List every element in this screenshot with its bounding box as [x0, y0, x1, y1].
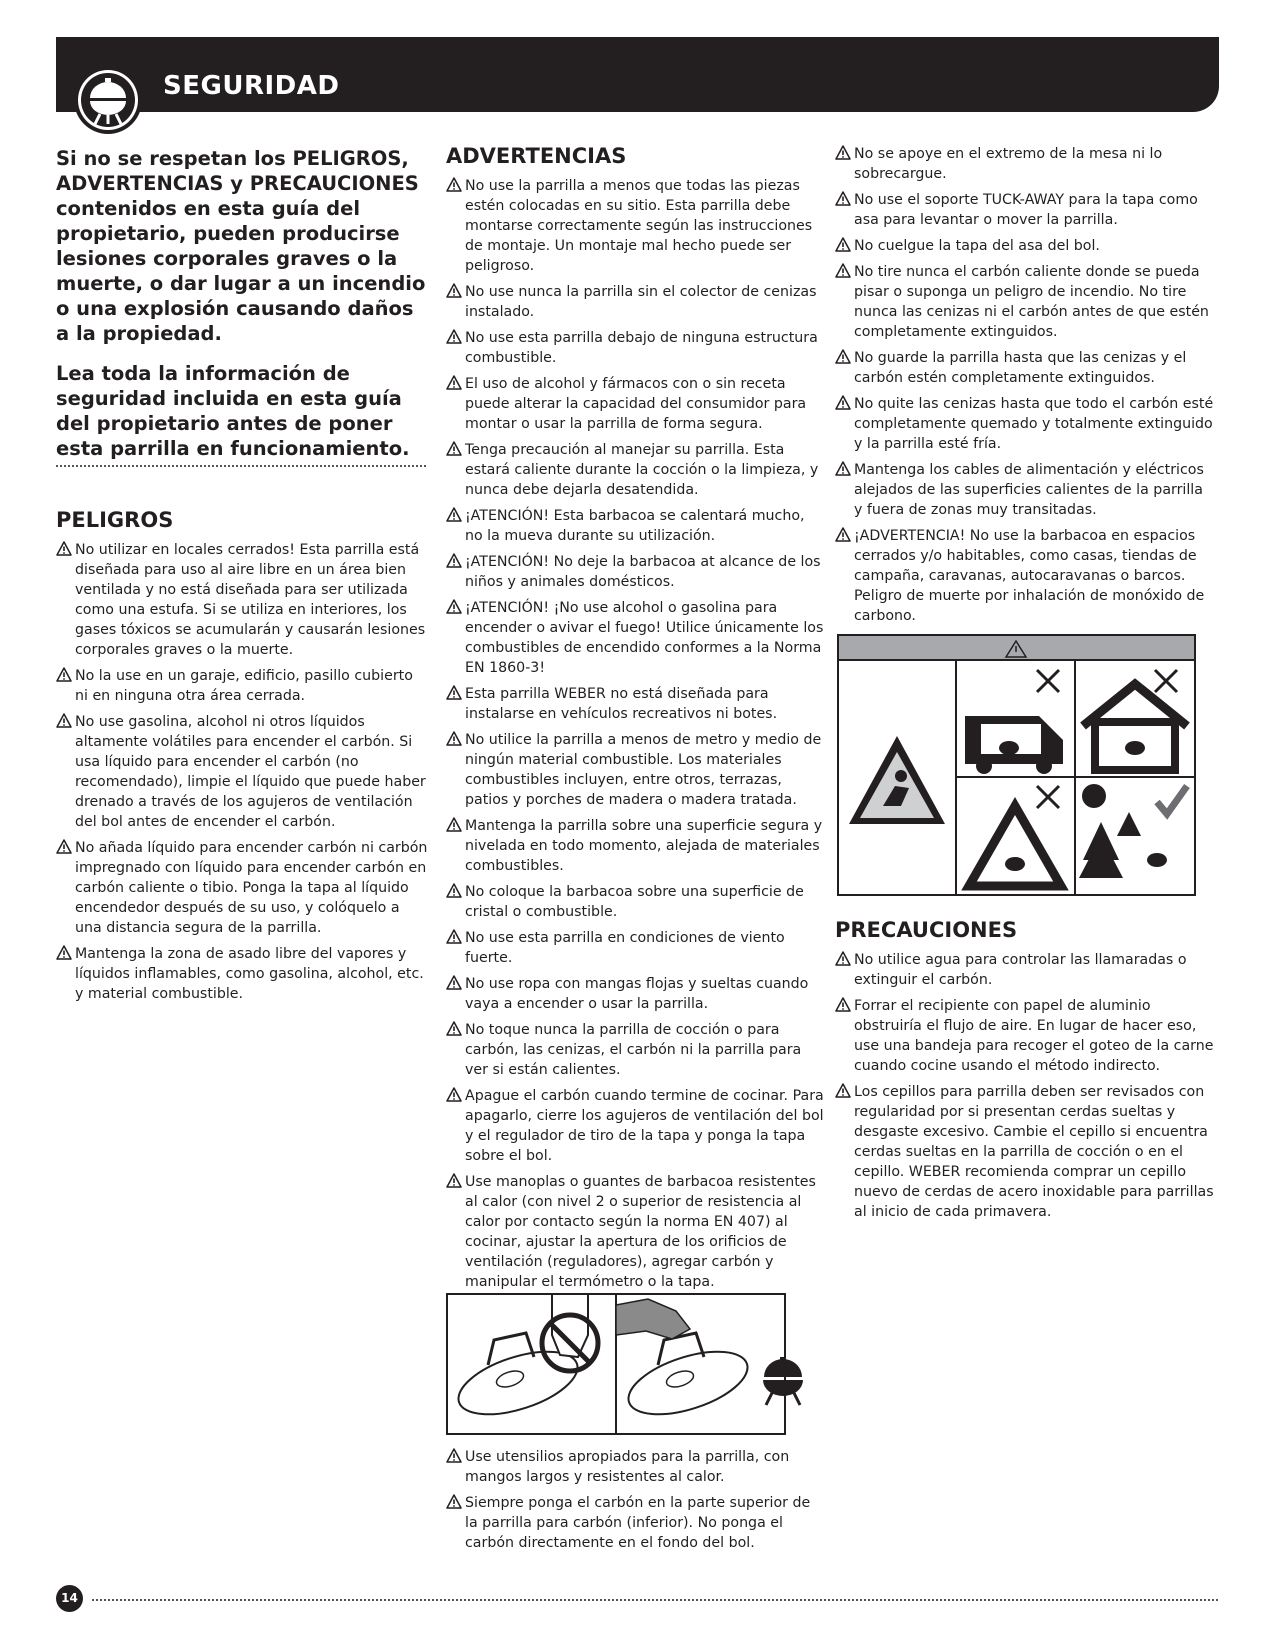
warning-icon [835, 237, 851, 252]
list-item: No la use en un garaje, edificio, pasillo cubierto ni en ninguna otra área cerrada. [56, 666, 430, 706]
list-item: Forrar el recipiente con papel de aluminio obstruiría el flujo de aire. En lugar de hacer eso, use una bandeja para recoger el goteo de la carne cuando cocine usando el método indirecto. [835, 996, 1215, 1076]
warning-icon [446, 1173, 462, 1188]
list-item: El uso de alcohol y fármacos con o sin receta puede alterar la capacidad del consumidor para montar o usar la parrilla de forma segura. [446, 374, 824, 434]
list-item: ¡ATENCIÓN! Esta barbacoa se calentará mucho, no la mueva durante su utilización. [446, 506, 824, 546]
footer-divider [92, 1599, 1218, 1601]
precauciones-list [835, 950, 1215, 1228]
list-item: ¡ATENCIÓN! No deje la barbacoa at alcance de los niños y animales domésticos. [446, 552, 824, 592]
warning-icon [835, 349, 851, 364]
warning-icon [56, 667, 72, 682]
list-item: No guarde la parrilla hasta que las cenizas y el carbón estén completamente extinguidos. [835, 348, 1215, 388]
warning-icon [446, 177, 462, 192]
warning-icon [446, 883, 462, 898]
list-item: Use manoplas o guantes de barbacoa resistentes al calor (con nivel 2 o superior de resistencia al calor por contacto según la norma EN 407) al cocinar, ajustar la apertura de los orificios de ventilación (reguladores), agregar carbón y manipular el termómetro o la tapa. [446, 1172, 824, 1292]
warning-icon [446, 1448, 462, 1463]
list-item: No tire nunca el carbón caliente donde se pueda pisar o suponga un peligro de incendio. No tire nunca las cenizas ni el carbón antes de que estén completamente extinguidos. [835, 262, 1215, 342]
intro-paragraph-2: Lea toda la información de seguridad incluida en esta guía del propietario antes de poner esta parrilla en funcionamiento. [56, 362, 410, 460]
peligros-heading: PELIGROS [56, 508, 174, 532]
warning-icon [835, 461, 851, 476]
advertencias-heading: ADVERTENCIAS [446, 144, 627, 168]
list-item: No toque nunca la parrilla de cocción o para carbón, las cenizas, el carbón ni la parrilla para ver si están calientes. [446, 1020, 824, 1080]
warning-icon [446, 599, 462, 614]
warning-icon [446, 1021, 462, 1036]
warning-icon [835, 191, 851, 206]
warning-icon [446, 929, 462, 944]
advertencias-list [446, 176, 824, 1298]
warning-icon [446, 1087, 462, 1102]
warning-icon [446, 283, 462, 298]
warning-icon [56, 541, 72, 556]
list-item: No use esta parrilla en condiciones de viento fuerte. [446, 928, 824, 968]
list-item: No coloque la barbacoa sobre una superficie de cristal o combustible. [446, 882, 824, 922]
list-item: Mantenga la parrilla sobre una superficie segura y nivelada en todo momento, alejada de materiales combustibles. [446, 816, 824, 876]
precauciones-heading: PRECAUCIONES [835, 918, 1018, 942]
peligros-list [56, 540, 430, 1010]
advertencias-list-continued [446, 1447, 824, 1559]
warning-icon [446, 375, 462, 390]
enclosed-spaces-warning-figure [837, 634, 1196, 896]
warning-icon [446, 507, 462, 522]
list-item: Siempre ponga el carbón en la parte superior de la parrilla para carbón (inferior). No ponga el carbón directamente en el fondo del bol. [446, 1493, 824, 1553]
list-item: Apague el carbón cuando termine de cocinar. Para apagarlo, cierre los agujeros de ventilación del bol y el regulador de tiro de la tapa y ponga la tapa sobre el bol. [446, 1086, 824, 1166]
warning-icon [835, 145, 851, 160]
warning-icon [835, 527, 851, 542]
list-item: No utilice agua para controlar las llamaradas o extinguir el carbón. [835, 950, 1215, 990]
list-item: ¡ADVERTENCIA! No use la barbacoa en espacios cerrados y/o habitables, como casas, tiendas de campaña, caravanas, autocaravanas o barcos. Peligro de muerte por inhalación de monóxido de carbono. [835, 526, 1215, 626]
warning-icon [835, 263, 851, 278]
list-item: Mantenga los cables de alimentación y eléctricos alejados de las superficies calientes de la parrilla y fuera de zonas muy transitadas. [835, 460, 1215, 520]
list-item: No utilice la parrilla a menos de metro y medio de ningún material combustible. Los materiales combustibles incluyen, entre otros, terrazas, patios y porches de madera o madera tratada. [446, 730, 824, 810]
section-title: SEGURIDAD [163, 71, 340, 101]
grill-icon [760, 1355, 806, 1407]
list-item: No use el soporte TUCK-AWAY para la tapa como asa para levantar o mover la parrilla. [835, 190, 1215, 230]
list-item: ¡ATENCIÓN! ¡No use alcohol o gasolina para encender o avivar el fuego! Utilice únicamente los combustibles de encendido conformes a la Norma EN 1860-3! [446, 598, 824, 678]
list-item: Tenga precaución al manejar su parrilla. Esta estará caliente durante la cocción o la limpieza, y nunca debe dejarla desatendida. [446, 440, 824, 500]
page-number: 14 [56, 1585, 83, 1612]
warning-icon [835, 997, 851, 1012]
warning-icon [446, 441, 462, 456]
list-item: No use ropa con mangas flojas y sueltas cuando vaya a encender o usar la parrilla. [446, 974, 824, 1014]
list-item: No use la parrilla a menos que todas las piezas estén colocadas en su sitio. Esta parrilla debe montarse correctamente según las instrucciones de montaje. Un montaje mal hecho puede ser peligroso. [446, 176, 824, 276]
grill-logo-icon [72, 64, 144, 136]
divider [56, 465, 426, 467]
warning-icon [56, 945, 72, 960]
list-item: Los cepillos para parrilla deben ser revisados con regularidad por si presentan cerdas sueltas y desgaste excesivo. Cambie el cepillo si encuentra cerdas sueltas en la parrilla de cocción o en el cepillo. WEBER recomienda comprar un cepillo nuevo de cerdas de acero inoxidable para parrillas al inicio de cada primavera. [835, 1082, 1215, 1222]
warning-icon [446, 685, 462, 700]
list-item: Esta parrilla WEBER no está diseñada para instalarse en vehículos recreativos ni botes. [446, 684, 824, 724]
list-item: No añada líquido para encender carbón ni carbón impregnado con líquido para encender carbón en carbón caliente o tibio. Ponga la tapa al líquido encendedor después de su uso, y colóquelo a una distancia segura de la parrilla. [56, 838, 430, 938]
warning-icon [446, 329, 462, 344]
list-item: Mantenga la zona de asado libre del vapores y líquidos inflamables, como gasolina, alcohol, etc. y material combustible. [56, 944, 430, 1004]
list-item: No utilizar en locales cerrados! Esta parrilla está diseñada para uso al aire libre en un área bien ventilada y no está diseñada para ser utilizada como una estufa. Si se utiliza en interiores, los gases tóxicos se acumularán y causarán lesiones corporales graves o la muerte. [56, 540, 430, 660]
warning-icon [446, 817, 462, 832]
warning-icon [446, 1494, 462, 1509]
warning-icon [56, 713, 72, 728]
warning-icon [835, 395, 851, 410]
list-item: No use gasolina, alcohol ni otros líquidos altamente volátiles para encender el carbón. Si usa líquido para encender el carbón (no recomendado), limpie el líquido que puede haber drenado a través de los agujeros de ventilación del bol antes de encender el carbón. [56, 712, 430, 832]
col3-list [835, 144, 1215, 632]
warning-icon [446, 975, 462, 990]
list-item: No quite las cenizas hasta que todo el carbón esté completamente quemado y totalmente extinguido y la parrilla esté fría. [835, 394, 1215, 454]
enclosed-spaces-drawing [839, 636, 1194, 894]
intro-paragraph-1: Si no se respetan los PELIGROS, ADVERTENCIAS y PRECAUCIONES contenidos en esta guía del propietario, pueden producirse lesiones corporales graves o la muerte, o dar lugar a un incendio o una explosión causando daños a la propiedad. [56, 147, 426, 345]
warning-icon [835, 951, 851, 966]
list-item: No use esta parrilla debajo de ninguna estructura combustible. [446, 328, 824, 368]
list-item: No se apoye en el extremo de la mesa ni lo sobrecargue. [835, 144, 1215, 184]
lid-handling-illustration [446, 1293, 786, 1435]
list-item: Use utensilios apropiados para la parrilla, con mangos largos y resistentes al calor. [446, 1447, 824, 1487]
warning-icon [835, 1083, 851, 1098]
lid-handling-drawing [448, 1295, 784, 1433]
list-item: No cuelgue la tapa del asa del bol. [835, 236, 1215, 256]
warning-icon [446, 731, 462, 746]
warning-icon [446, 553, 462, 568]
warning-icon [56, 839, 72, 854]
list-item: No use nunca la parrilla sin el colector de cenizas instalado. [446, 282, 824, 322]
section-header-bar [56, 37, 1219, 112]
